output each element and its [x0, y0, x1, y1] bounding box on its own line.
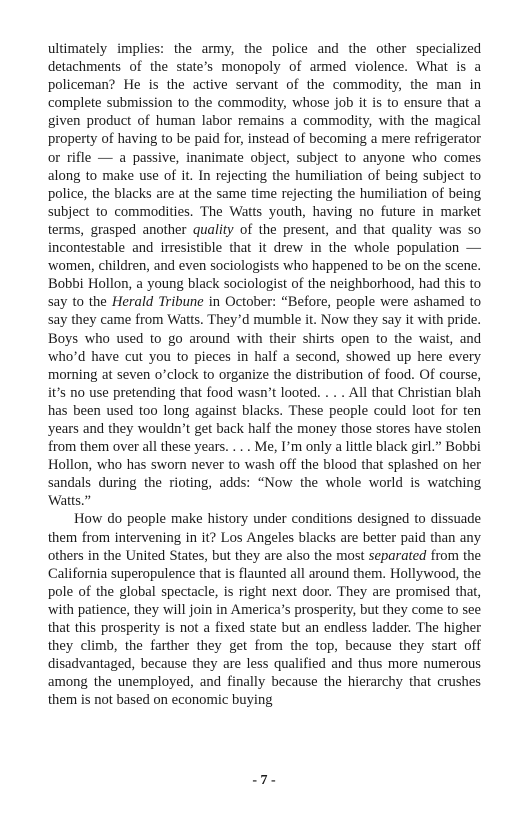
paragraph-2 [48, 510, 481, 709]
paragraph-1 [48, 40, 481, 510]
italic-text: quality [192, 221, 234, 238]
text-run: How do people make history under conditions designed to dissuade them from intervening in it? Los Angeles blacks are better paid than any others in the United States, but they are also the most [48, 511, 481, 564]
page-number: - 7 - [252, 773, 276, 788]
text-run: from the California superopulence that is flaunted all around them. Hollywood, the pole of the global spectacle, is right next door. They are promised that, with patience, they will join in America’s prosperity, but they come to see that this prosperity is not a fixed state but an endless ladder. The higher they climb, the farther they get from the top, because they start off disadvantaged, because they are less qualified and thus more numerous among the unemployed, and finally because the hierarchy that crushes them is not based on economic buying [48, 547, 481, 709]
text-run: ultimately implies: the army, the police and the other specialized detachments of the state’s monopoly of armed violence. What is a policeman? He is the active servant of the commodity, the man in complete submission to the commodity, whose job it is to ensure that a given product of human labor remains a commodity, with the magical property of having to be paid for, instead of becoming a mere refrigerator or rifle — a passive, inanimate object, subject to anyone who comes along to make use of it. In rejecting the humiliation of being subject to police, the blacks are at the same time rejecting the humiliation of being subject to commodities. The Watts youth, having no future in market terms, grasped another [48, 41, 481, 238]
body-text [48, 40, 481, 709]
italic-text: separated [368, 547, 427, 564]
italic-text: Herald Tribune [111, 294, 204, 311]
text-run: of the present, and that quality was so incontestable and irresistible that it drew in the whole population — women, children, and even sociologists who happened to be on the scene. Bobbi Hollon, a young black sociologist of the neighborhood, had this to say to the [48, 221, 481, 311]
text-run: in October: “Before, people were ashamed to say they came from Watts. They’d mumble it. Now they say it with pride. Boys who used to go around with their shirts open to the waist, and who’d have cut you to pieces in half a second, showed up here every morning at seven o’clock to organize the distribution of food. Of course, it’s no use pretending that food wasn’t looted. . . . All that Christian blah has been used too long against blacks. These people could loot for ten years and they wouldn’t get back half the money those stores have stolen from them over all these years. . . . Me, I’m only a little black girl.” Bobbi Hollon, who has sworn never to wash off the blood that splashed on her sandals during the rioting, adds: “Now the whole world is watching Watts.” [48, 294, 481, 510]
